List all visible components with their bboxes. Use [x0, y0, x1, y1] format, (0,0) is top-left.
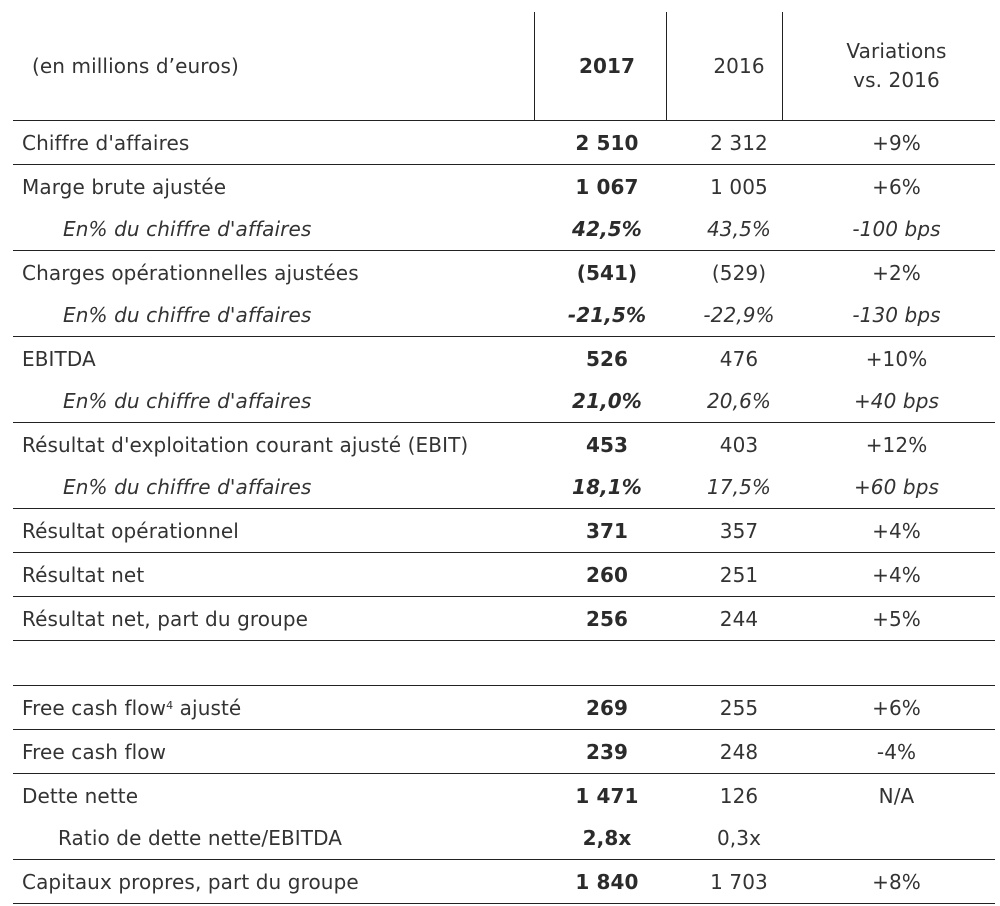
value-2016: (529) — [711, 260, 767, 285]
value-2017: 239 — [585, 739, 629, 764]
value-2017: 453 — [585, 432, 629, 457]
value-2017: 2,8x — [582, 826, 632, 850]
row-label-text: Free cash flow — [22, 695, 167, 720]
row-label: En% du chiffre d'affaires — [63, 303, 312, 327]
value-2017: 42,5% — [572, 217, 642, 241]
value-2016: 43,5% — [706, 217, 772, 241]
value-variation: +8% — [872, 869, 921, 894]
value-2017: 18,1% — [572, 475, 642, 499]
value-2017: 1 840 — [575, 869, 639, 894]
row-label-suffix: ajusté — [173, 695, 242, 720]
value-variation: N/A — [878, 783, 915, 808]
section-cash — [13, 685, 995, 904]
value-2017: 269 — [585, 695, 629, 720]
table-row — [13, 208, 995, 250]
value-variation: +12% — [865, 432, 928, 457]
financial-table — [13, 12, 995, 904]
header-variations-line1: Variations — [846, 39, 947, 63]
value-2017: (541) — [576, 260, 638, 285]
value-2016: 17,5% — [706, 475, 772, 499]
value-2017: 371 — [585, 518, 629, 543]
value-2016: 1 703 — [710, 869, 768, 894]
value-variation: -4% — [876, 739, 917, 764]
value-2016: 357 — [719, 518, 759, 543]
value-variation: +2% — [872, 260, 921, 285]
row-label: Free cash flow $^4$ ajusté — [22, 695, 242, 720]
value-2017: 256 — [585, 606, 629, 631]
section-income — [13, 120, 995, 641]
table-row — [13, 685, 995, 729]
row-label: Résultat net — [22, 562, 145, 587]
value-2017: 21,0% — [572, 389, 642, 413]
row-label: Charges opérationnelles ajustées — [22, 260, 359, 285]
value-2016: 255 — [719, 695, 759, 720]
row-label: Marge brute ajustée — [22, 174, 227, 199]
value-2016: 2 312 — [710, 130, 768, 155]
value-2016: 403 — [719, 432, 759, 457]
table-row — [13, 250, 995, 294]
value-variation: +10% — [865, 346, 928, 371]
value-variation: +9% — [872, 130, 921, 155]
table-row — [13, 164, 995, 208]
section-spacer — [13, 641, 995, 685]
row-label: Résultat d'exploitation courant ajusté (EBIT) — [22, 432, 469, 457]
value-2016: 476 — [719, 346, 759, 371]
table-row — [13, 596, 995, 641]
value-variation: +4% — [872, 518, 921, 543]
table-row — [13, 859, 995, 904]
table-row — [13, 466, 995, 508]
value-2017: 1 471 — [575, 783, 639, 808]
row-label: Résultat opérationnel — [22, 518, 239, 543]
row-label: EBITDA — [22, 346, 96, 371]
header-unit-label: (en millions d’euros) — [32, 54, 239, 78]
value-2016: 1 005 — [710, 174, 768, 199]
row-label: En% du chiffre d'affaires — [63, 389, 312, 413]
row-label: Ratio de dette nette/EBITDA — [58, 826, 343, 850]
table-row — [13, 817, 995, 859]
header-2017: 2017 — [578, 54, 636, 78]
row-label: Résultat net, part du groupe — [22, 606, 309, 631]
table-header — [13, 12, 995, 120]
value-2017: 2 510 — [575, 130, 639, 155]
value-2016: 0,3x — [716, 826, 762, 850]
value-variation: -100 bps — [852, 217, 941, 241]
value-variation: +4% — [872, 562, 921, 587]
row-label: Chiffre d'affaires — [22, 130, 190, 155]
header-2016: 2016 — [713, 54, 765, 78]
value-2016: 251 — [719, 562, 759, 587]
value-2017: 260 — [585, 562, 629, 587]
table-row — [13, 422, 995, 466]
value-variation — [798, 817, 995, 859]
table-row — [13, 729, 995, 773]
header-variations-line2: vs. 2016 — [853, 68, 940, 92]
value-2016: -22,9% — [703, 303, 775, 327]
value-2017: 1 067 — [575, 174, 639, 199]
row-label: En% du chiffre d'affaires — [63, 475, 312, 499]
value-2016: 126 — [719, 783, 759, 808]
table-row — [13, 508, 995, 552]
row-label: Free cash flow — [22, 739, 167, 764]
table-row — [13, 294, 995, 336]
table-row — [13, 773, 995, 817]
value-2017: -21,5% — [567, 303, 647, 327]
header-variations — [798, 12, 995, 120]
value-variation: +6% — [872, 695, 921, 720]
value-2017: 526 — [585, 346, 629, 371]
value-variation: -130 bps — [852, 303, 941, 327]
row-label: En% du chiffre d'affaires — [63, 217, 312, 241]
row-label: Dette nette — [22, 783, 139, 808]
value-2016: 20,6% — [706, 389, 772, 413]
table-row — [13, 552, 995, 596]
value-variation: +5% — [872, 606, 921, 631]
value-2016: 244 — [719, 606, 759, 631]
table-row — [13, 336, 995, 380]
table-row — [13, 120, 995, 164]
value-variation: +60 bps — [853, 475, 940, 499]
value-2016: 248 — [719, 739, 759, 764]
value-variation: +6% — [872, 174, 921, 199]
table-row — [13, 380, 995, 422]
row-label: Capitaux propres, part du groupe — [22, 869, 359, 894]
value-variation: +40 bps — [853, 389, 940, 413]
